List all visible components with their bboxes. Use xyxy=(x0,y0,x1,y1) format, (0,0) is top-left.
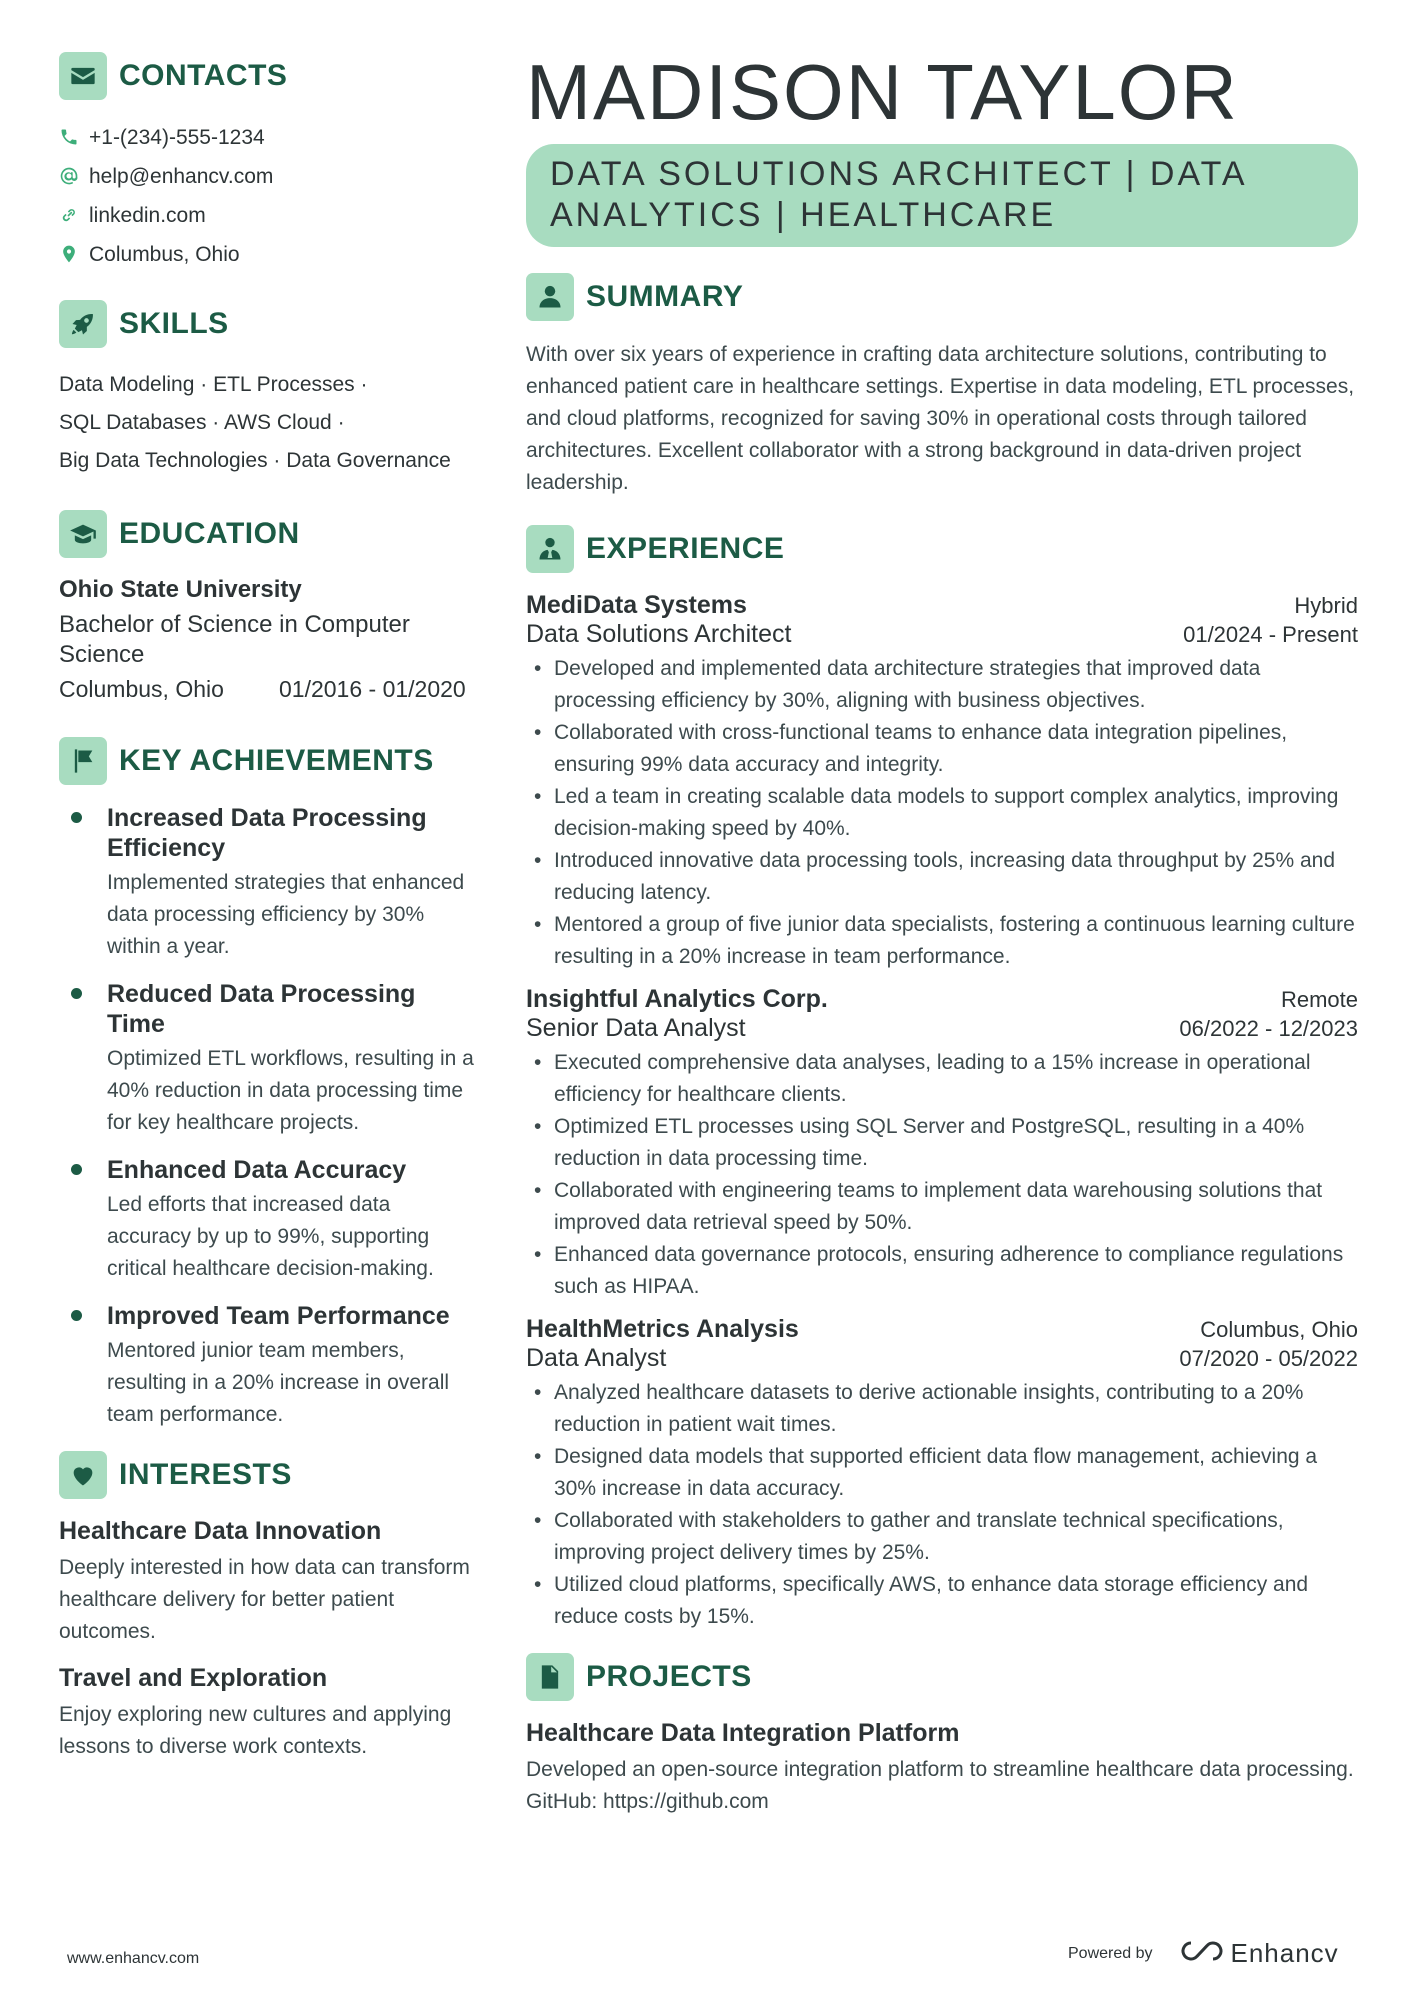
contact-phone-text[interactable]: +1-(234)-555-1234 xyxy=(89,125,265,149)
bullet-dot xyxy=(71,812,82,823)
job-bullets xyxy=(526,653,1358,973)
footer-branding xyxy=(1068,1938,1339,1969)
enhancv-logo-icon xyxy=(1179,1938,1225,1969)
job-company: HealthMetrics Analysis xyxy=(526,1315,799,1343)
interests-section xyxy=(59,1451,479,1763)
contacts-section xyxy=(59,52,479,274)
job-bullet: • Collaborated with cross-functional teams to enhance data integration pipelines, ensuring 99% data accuracy and integrity. xyxy=(526,717,1358,781)
right-column xyxy=(526,48,1358,1818)
achievement-item xyxy=(59,1301,479,1431)
job-entry xyxy=(526,591,1358,973)
job-dates: 06/2022 - 12/2023 xyxy=(1179,1016,1358,1041)
powered-by-label: Powered by xyxy=(1068,1944,1153,1962)
envelope-icon xyxy=(59,52,107,100)
job-bullet: • Developed and implemented data architecture strategies that improved data processing efficiency by 30%, aligning with business objectives. xyxy=(526,653,1358,717)
document-icon xyxy=(526,1653,574,1701)
contact-email-text[interactable]: help@enhancv.com xyxy=(89,164,274,188)
achievement-desc: Implemented strategies that enhanced data processing efficiency by 30% within a year. xyxy=(107,871,465,958)
job-bullets xyxy=(526,1377,1358,1633)
education-school: Ohio State University xyxy=(59,576,302,603)
achievement-item xyxy=(59,1155,479,1285)
job-role: Senior Data Analyst xyxy=(526,1014,746,1042)
achievements-section xyxy=(59,737,479,1431)
achievement-desc: Mentored junior team members, resulting in a 20% increase in overall team performance. xyxy=(107,1339,450,1426)
user-tie-icon xyxy=(526,525,574,573)
project-title: Healthcare Data Integration Platform xyxy=(526,1719,960,1747)
job-bullet: • Collaborated with stakeholders to gather and translate technical specifications, improving project delivery times by 25%. xyxy=(526,1505,1358,1569)
job-bullet: • Designed data models that supported efficient data flow management, achieving a 30% increase in data accuracy. xyxy=(526,1441,1358,1505)
projects-title: PROJECTS xyxy=(586,1660,752,1693)
job-bullet: • Mentored a group of five junior data specialists, fostering a continuous learning culture resulting in a 20% increase in team performance. xyxy=(526,909,1358,973)
at-sign-icon xyxy=(59,166,81,188)
achievement-desc: Led efforts that increased data accuracy by up to 99%, supporting critical healthcare decision-making. xyxy=(107,1193,434,1280)
education-degree: Bachelor of Science in Computer Science xyxy=(59,611,410,668)
job-role: Data Solutions Architect xyxy=(526,620,792,648)
job-company: MediData Systems xyxy=(526,591,747,619)
interests-title: INTERESTS xyxy=(119,1458,292,1491)
contact-email xyxy=(59,157,479,196)
achievement-desc: Optimized ETL workflows, resulting in a 40% reduction in data processing time for key healthcare projects. xyxy=(107,1047,474,1134)
job-bullet: • Enhanced data governance protocols, ensuring adherence to compliance regulations such as HIPAA. xyxy=(526,1239,1358,1303)
job-company: Insightful Analytics Corp. xyxy=(526,985,828,1013)
achievement-title: Enhanced Data Accuracy xyxy=(107,1156,407,1184)
contact-phone xyxy=(59,118,479,157)
interest-item xyxy=(59,1664,479,1763)
user-icon xyxy=(526,273,574,321)
interest-title: Healthcare Data Innovation xyxy=(59,1517,382,1545)
education-location: Columbus, Ohio xyxy=(59,676,224,702)
achievement-title: Improved Team Performance xyxy=(107,1302,450,1330)
interest-desc: Deeply interested in how data can transform healthcare delivery for better patient outcomes. xyxy=(59,1556,470,1643)
skills-title: SKILLS xyxy=(119,307,229,340)
achievement-item xyxy=(59,803,479,963)
bullet-dot xyxy=(71,988,82,999)
job-entry xyxy=(526,1315,1358,1633)
contact-location-text: Columbus, Ohio xyxy=(89,242,240,266)
achievement-item xyxy=(59,979,479,1139)
graduation-cap-icon xyxy=(59,510,107,558)
project-desc: Developed an open-source integration platform to streamline healthcare data processing. GitHub: https://github.com xyxy=(526,1758,1354,1813)
bullet-dot xyxy=(71,1310,82,1321)
bullet-dot xyxy=(71,1164,82,1175)
job-bullet: • Optimized ETL processes using SQL Server and PostgreSQL, resulting in a 40% reduction in data processing time. xyxy=(526,1111,1358,1175)
education-dates: 01/2016 - 01/2020 xyxy=(279,676,466,702)
interest-item xyxy=(59,1517,479,1648)
job-dates: 07/2020 - 05/2022 xyxy=(1179,1346,1358,1371)
summary-text: With over six years of experience in crafting data architecture solutions, contributing to enhanced patient care in healthcare settings. Expertise in data modeling, ETL processes, and cloud platforms, recognized for saving 30% in operational costs through tailored architectures. Excellent collaborator with a strong background in data-driven project leadership. xyxy=(526,343,1355,494)
left-column xyxy=(59,52,479,1779)
skills-line: Big Data Technologies · Data Governance xyxy=(59,449,451,472)
job-bullet: • Analyzed healthcare datasets to derive actionable insights, contributing to a 20% reduction in patient wait times. xyxy=(526,1377,1358,1441)
summary-section xyxy=(526,273,1358,499)
job-location: Hybrid xyxy=(1294,593,1358,618)
rocket-icon xyxy=(59,300,107,348)
achievements-title: KEY ACHIEVEMENTS xyxy=(119,744,434,777)
job-location: Columbus, Ohio xyxy=(1200,1317,1358,1342)
job-dates: 01/2024 - Present xyxy=(1183,622,1358,647)
contacts-title: CONTACTS xyxy=(119,59,288,92)
skills-line: SQL Databases · AWS Cloud · xyxy=(59,411,345,434)
enhancv-brand[interactable]: Enhancv xyxy=(1230,1938,1339,1968)
skills-section xyxy=(59,300,479,480)
achievement-title: Reduced Data Processing Time xyxy=(107,980,416,1038)
skills-line: Data Modeling · ETL Processes · xyxy=(59,373,368,396)
projects-section xyxy=(526,1653,1358,1818)
job-bullet: • Led a team in creating scalable data models to support complex analytics, improving decision-making speed by 40%. xyxy=(526,781,1358,845)
achievement-title: Increased Data Processing Efficiency xyxy=(107,804,427,862)
job-bullet: • Utilized cloud platforms, specifically AWS, to enhance data storage efficiency and reduce costs by 15%. xyxy=(526,1569,1358,1633)
job-bullet: • Executed comprehensive data analyses, leading to a 15% increase in operational efficiency for healthcare clients. xyxy=(526,1047,1358,1111)
education-meta xyxy=(59,676,479,703)
experience-section xyxy=(526,525,1358,1633)
interest-title: Travel and Exploration xyxy=(59,1664,328,1692)
link-icon xyxy=(59,205,81,227)
heart-icon xyxy=(59,1451,107,1499)
location-pin-icon xyxy=(59,244,81,266)
job-bullet: • Collaborated with engineering teams to implement data warehousing solutions that improved data retrieval speed by 50%. xyxy=(526,1175,1358,1239)
job-location: Remote xyxy=(1280,987,1358,1012)
summary-title: SUMMARY xyxy=(586,280,744,313)
flag-icon xyxy=(59,737,107,785)
candidate-name: MADISON TAYLOR xyxy=(526,48,1239,136)
experience-title: EXPERIENCE xyxy=(586,532,785,565)
contact-linkedin xyxy=(59,196,479,235)
job-role: Data Analyst xyxy=(526,1344,667,1372)
job-bullets xyxy=(526,1047,1358,1303)
job-bullet: • Introduced innovative data processing tools, increasing data throughput by 25% and reducing latency. xyxy=(526,845,1358,909)
job-entry xyxy=(526,985,1358,1303)
phone-icon xyxy=(59,127,81,149)
footer-website[interactable]: www.enhancv.com xyxy=(67,1950,200,1967)
education-title: EDUCATION xyxy=(119,517,300,550)
headline-banner: DATA SOLUTIONS ARCHITECT | DATA ANALYTICS | HEALTHCARE xyxy=(526,144,1358,247)
contact-linkedin-text[interactable]: linkedin.com xyxy=(89,203,206,227)
education-section xyxy=(59,510,479,703)
contact-location xyxy=(59,235,479,274)
interest-desc: Enjoy exploring new cultures and applying lessons to diverse work contexts. xyxy=(59,1703,452,1758)
